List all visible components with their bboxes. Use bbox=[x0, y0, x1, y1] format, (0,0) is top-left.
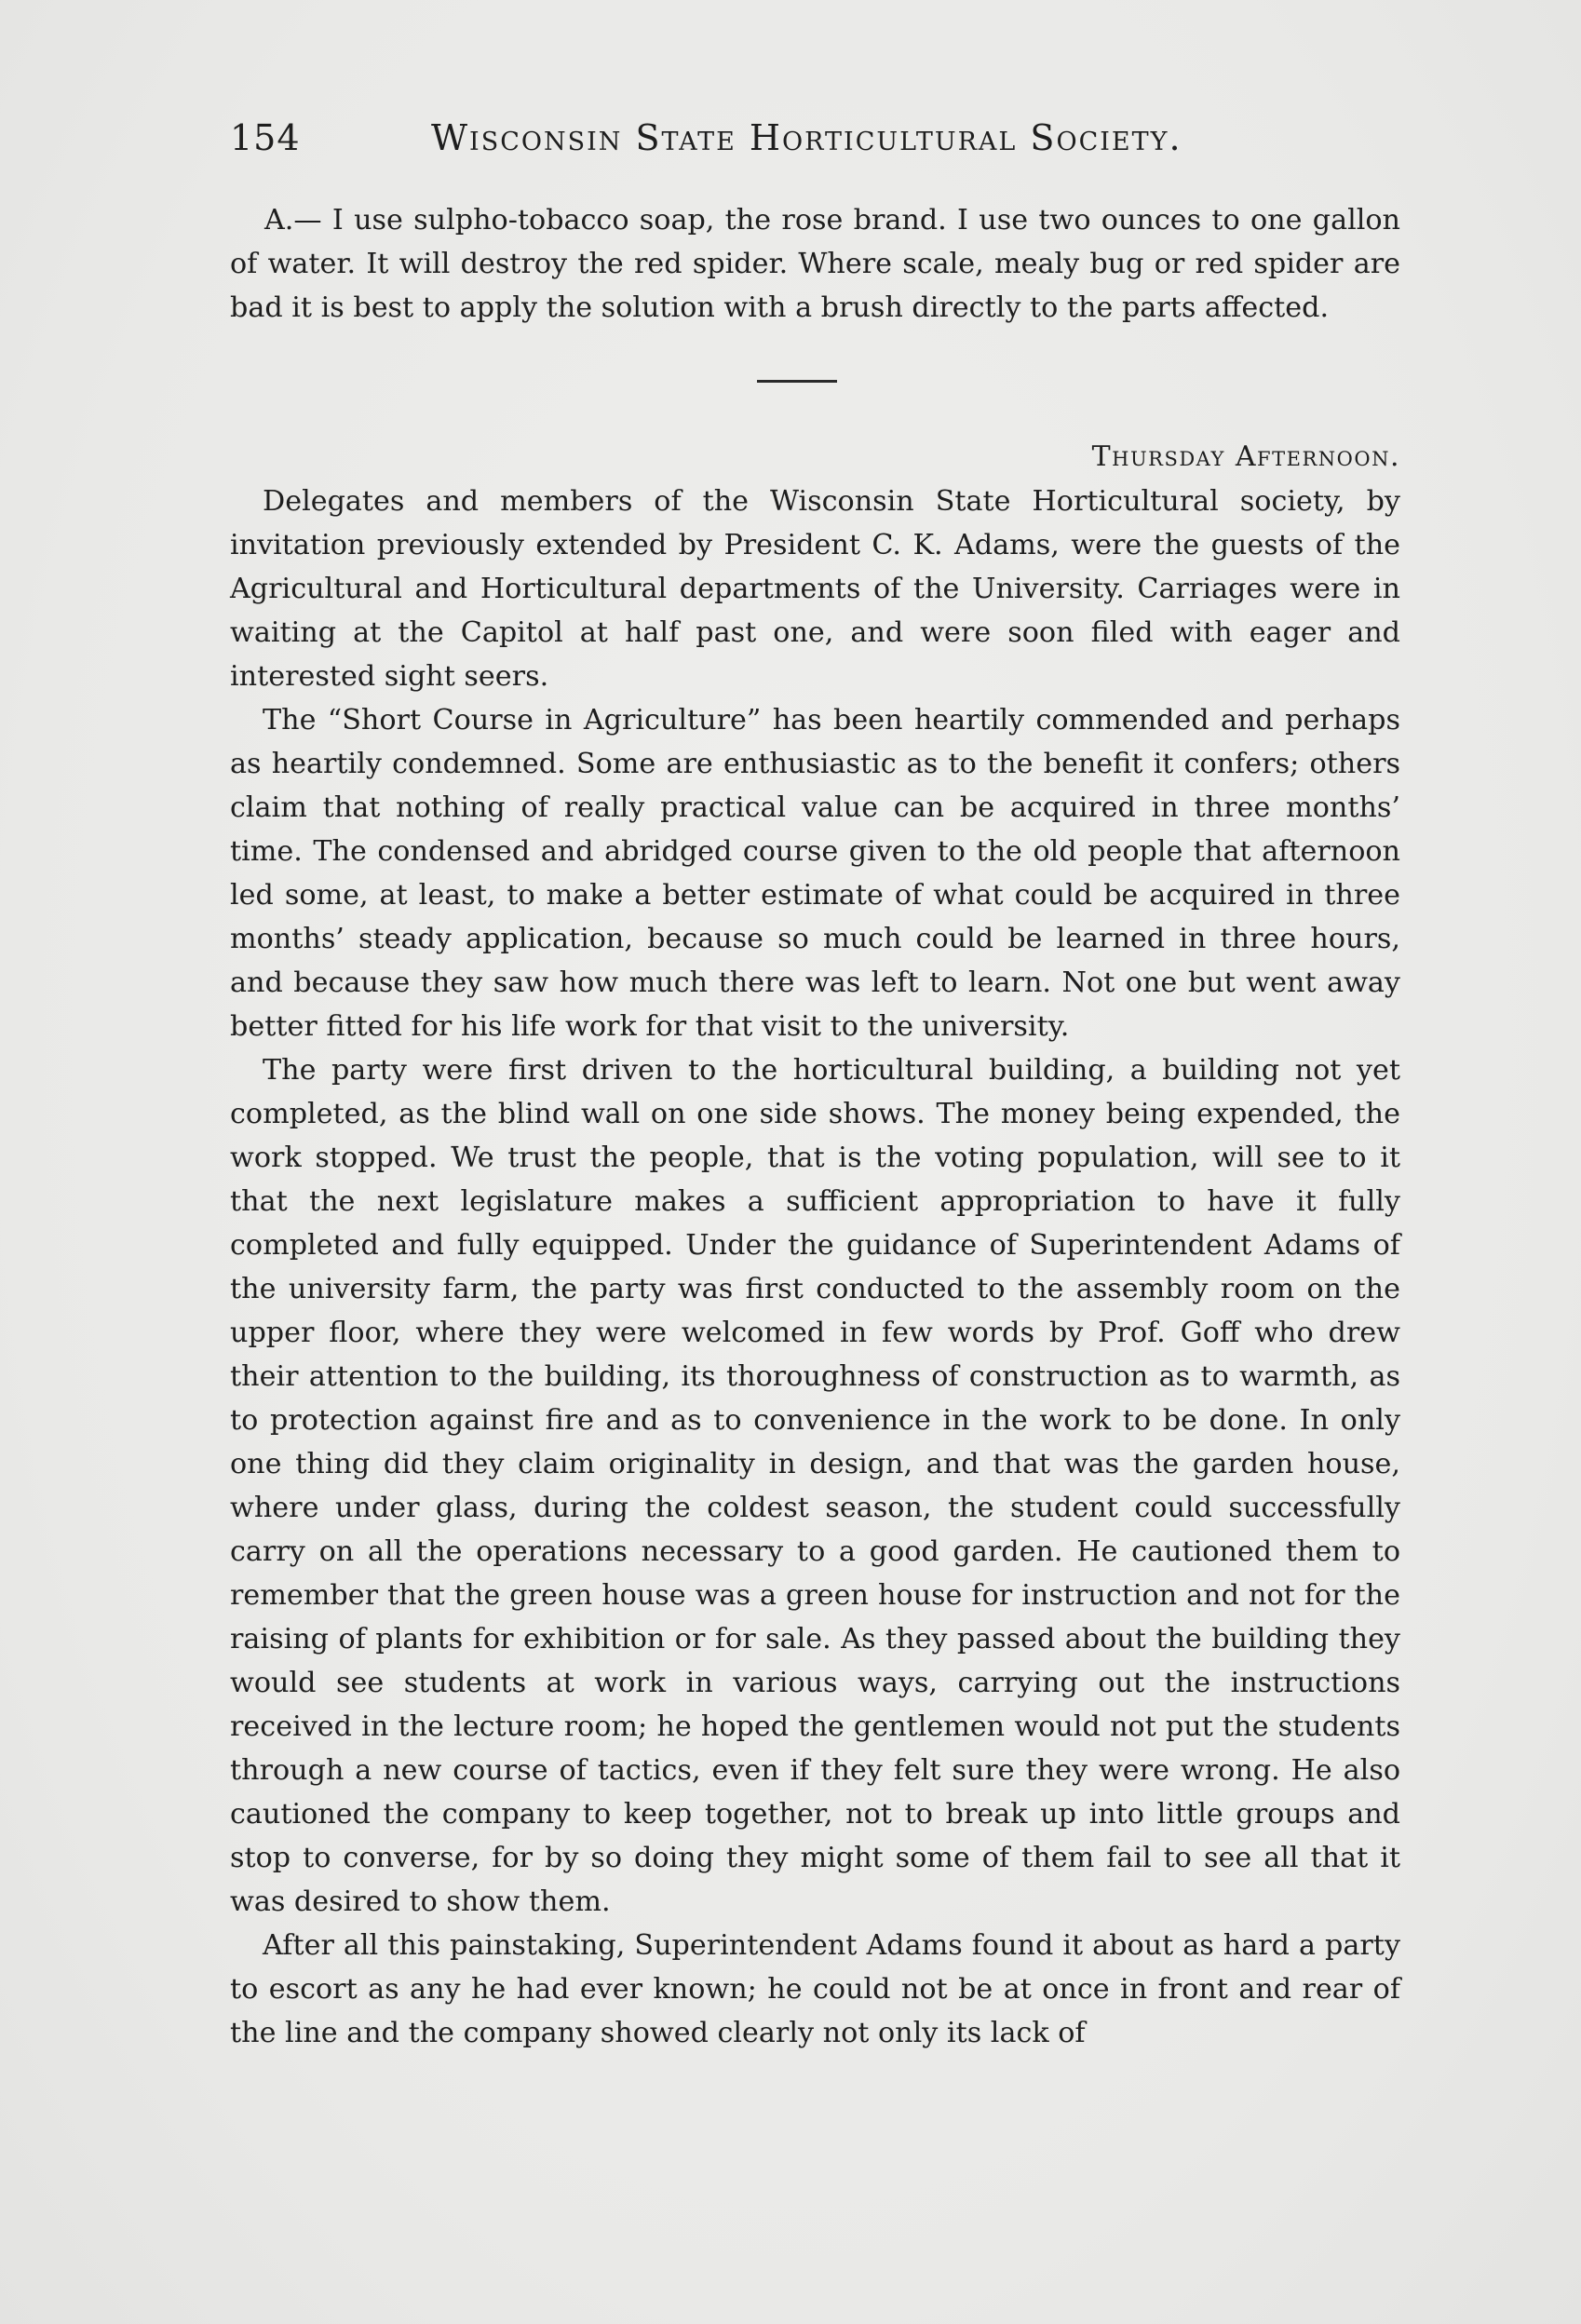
section-divider bbox=[757, 380, 837, 383]
section-heading: Thursday Afternoon. bbox=[1091, 440, 1400, 473]
paragraph-short-course: The “Short Course in Agriculture” has been heartily commended and perhaps as heartily condemned. Some are enthusiastic as to the benefit it confers; others claim that nothing of really practical value can be acquired in three months’ time. The condensed and abridged course given to the old people that afternoon led some, at least, to make a better estimate of what could be acquired in three months’ steady application, because so much could be learned in three hours, and because they saw how much there was left to learn. Not one but went away better fitted for his life work for that visit to the university. bbox=[230, 704, 1400, 1043]
answer-paragraph: A.— I use sulpho-tobacco soap, the rose brand. I use two ounces to one gallon of water. It will destroy the red spider. Where scale, mealy bug or red spider are bad it is best to apply the solution with a brush directly to the parts affected. bbox=[230, 204, 1400, 324]
page-number: 154 bbox=[230, 117, 301, 158]
page-body bbox=[230, 198, 1400, 2055]
paragraph-delegates: Delegates and members of the Wisconsin State Horticultural society, by invitation previously extended by President C. K. Adams, were the guests of the Agricultural and Horticultural departments of the University. Carriages were in waiting at the Capitol at half past one, and were soon filed with eager and interested sight seers. bbox=[230, 485, 1400, 693]
page-header bbox=[230, 110, 1403, 166]
running-title: Wisconsin State Horticultural Society. bbox=[431, 117, 1182, 158]
paragraph-horticultural-building: The party were first driven to the horticultural building, a building not yet completed, as the blind wall on one side shows. The money being expended, the work stopped. We trust the people, that is the voting population, will see to it that the next legislature makes a sufficient appropriation to have it fully completed and fully equipped. Under the guidance of Superintendent Adams of the university farm, the party was first conducted to the assembly room on the upper floor, where they were welcomed in few words by Prof. Goff who drew their attention to the building, its thoroughness of construction as to warmth, as to protection against fire and as to convenience in the work to be done. In only one thing did they claim originality in design, and that was the garden house, where under glass, during the coldest season, the student could successfully carry on all the operations necessary to a good garden. He cautioned them to remember that the green house was a green house for instruction and not for the raising of plants for exhibition or for sale. As they passed about the building they would see students at work in various ways, carrying out the instructions received in the lecture room; he hoped the gentlemen would not put the students through a new course of tactics, even if they felt sure they were wrong. He also cautioned the company to keep together, not to break up into little groups and stop to converse, for by so doing they might some of them fail to see all that it was desired to show them. bbox=[230, 1054, 1400, 1918]
paragraph-painstaking: After all this painstaking, Superintendent Adams found it about as hard a party to escort as any he had ever known; he could not be at once in front and rear of the line and the company showed clearly not only its lack of bbox=[230, 1929, 1400, 2049]
